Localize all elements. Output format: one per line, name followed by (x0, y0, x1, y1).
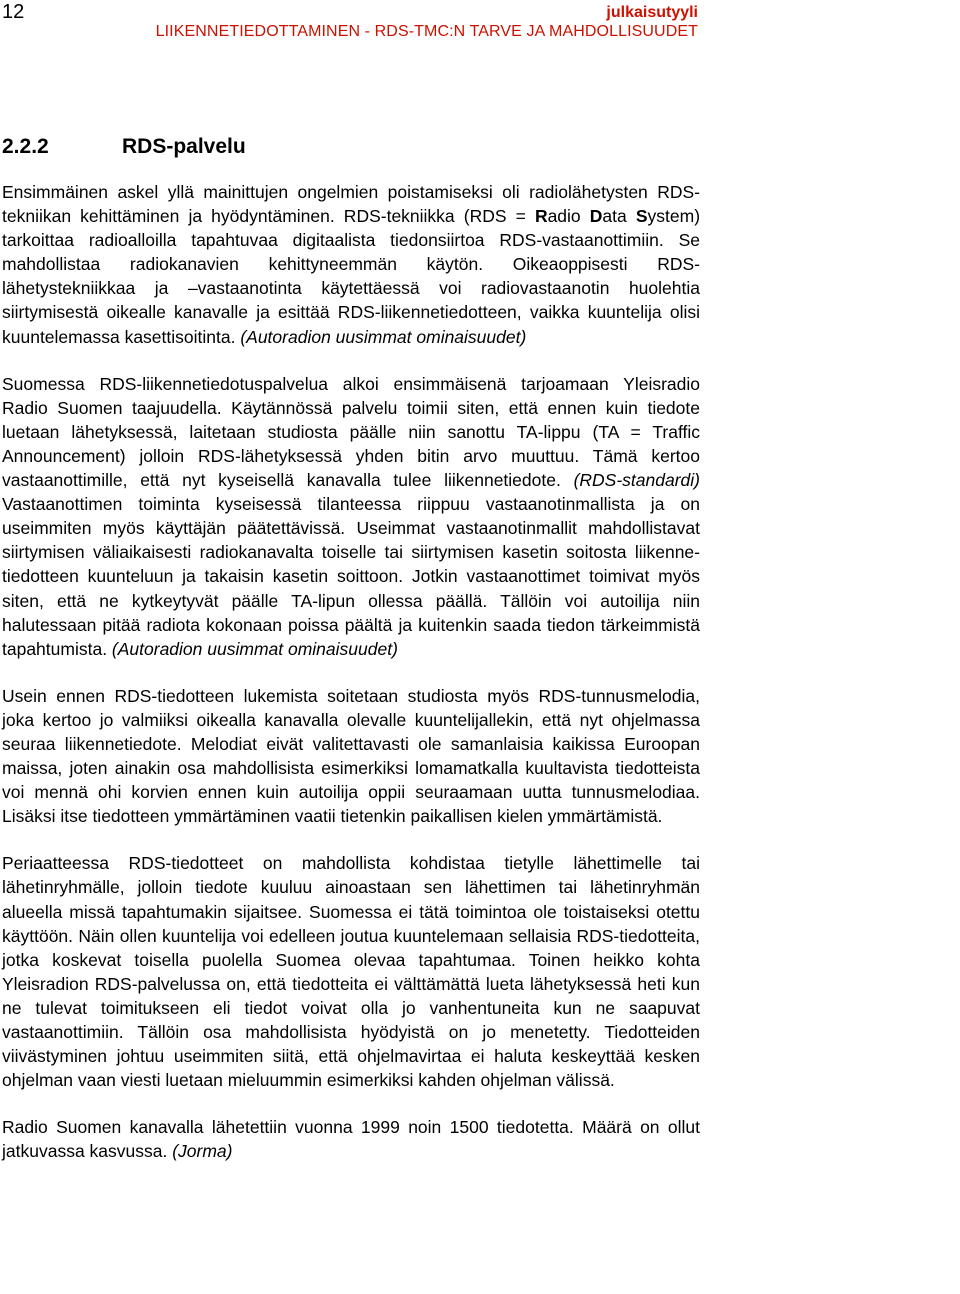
paragraph-text: Vastaanottimen toiminta kyseisessä tilanteessa riippuu vastaanotinmallista ja on useimmiten myös käyttäjän päätettävissä. Useimmat vastaanotinmallit mahdollistavat siirtymisen väliaikaisesti radiokanavalta toiselle tai siirtymisen kasetin soitosta liikennetiedotteen kuunteluun ja takaisin kasetin soittoon. Jotkin vastaanottimet toimivat myös siten, että ne kytkeytyvät päälle TA-lipun ollessa päällä. Tällöin voi autoilija niin halutessaan pitää radiota kokonaan poissa päältä ja kuitenkin saada tiedon tärkeimmistä tapahtumista. (2, 494, 700, 659)
paragraph-text: Ensimmäinen askel yllä mainittujen ongelmien poistamiseksi oli radiolähetysten RDS-tekniikan kehittäminen ja hyödyntäminen. RDS-tekniikka (RDS = (2, 182, 700, 227)
paragraph-rds-intro (2, 180, 700, 349)
section-title: RDS-palvelu (122, 135, 246, 158)
paragraph-text: Radio Suomen kanavalla lähetettiin vuonna 1999 noin 1500 tiedotetta. Määrä on ollut jatkuvassa kasvussa. (2, 1117, 700, 1162)
body-text (2, 180, 700, 1186)
paragraph-rds-finland (2, 372, 700, 661)
paragraph-text: Periaatteessa RDS-tiedotteet on mahdollista kohdistaa tietylle lähettimelle tai lähetinryhmälle, jolloin tiedote kuuluu ainoastaan sen lähettimen tai lähetinryhmän alueella missä tapahtumakin sijaitsee. Suomessa ei tätä toimintoa ole toistaiseksi otettu käyttöön. Näin ollen kuuntelija voi edelleen joutua kuuntelemaan sellaisia RDS-tiedotteita, jotka koskevat toisella puolella Suomea olevaa tapahtumaa. Toinen heikko kohta Yleisradion RDS-palvelussa on, että tiedotteita ei välttämättä lueta lähetyksessä heti kun ne tulevat toimitukseen eli tiedot voivat olla jo vanhentuneita kun ne saapuvat vastaanottimiin. Tällöin osa mahdollisista hyödyistä on jo menetetty. Tiedotteiden viivästyminen johtuu useimmiten siitä, että ohjelmavirtaa ei haluta keskeyttää kesken ohjelman vaan viesti luetaan mieluummin esimerkiksi kahden ohjelman välissä. (2, 853, 700, 1091)
citation: (Autoradion uusimmat ominaisuudet) (111, 638, 398, 659)
page-number: 12 (2, 1, 25, 23)
acronym-letter-r: R (534, 206, 548, 227)
paragraph-rds-melody (2, 684, 700, 829)
paragraph-text: Usein ennen RDS-tiedotteen lukemista soitetaan studiosta myös RDS-tunnusmelodia, joka kertoo jo valmiiksi oikealla kanavalla olevalle kuuntelijallekin, että nyt ohjelmassa seuraa liikennetiedote. Melodiat eivät valitettavasti ole samanlaisia kaikissa Euroopan maissa, joten ainakin osa mahdollisista esimerkiksi lomamatkalla kuultavista tiedotteista voi mennä ohi korvien ennen kuin autoilija oppii seuraamaan uutta tunnusmelodiaa. Lisäksi itse tiedotteen ymmärtäminen vaatii tietenkin paikallisen kielen ymmärtämistä. (2, 685, 700, 827)
publication-type (606, 2, 698, 24)
paragraph-text: adio (547, 206, 590, 227)
paragraph-text: ystem) tarkoittaa radioalloilla tapahtuvaa digitaalista tiedonsiirtoa RDS-vastaanottimiin. Se mahdollistaa radiokanavien kehittyneemmän käytön. Oikeaoppisesti RDS-lähetystekniikkaa ja –vastaanotinta käytettäessä voi radiovastaanotin huolehtia siirtymisestä oikealle kanavalle ja esittää RDS-liikennetiedotteen, vaikka kuuntelija olisi kuuntelemassa kasettisoitinta. (2, 206, 701, 347)
section-number: 2.2.2 (2, 135, 49, 158)
paragraph-text: ata (602, 206, 636, 227)
page-header (0, 0, 960, 60)
paragraph-rds-targeting (2, 851, 700, 1092)
publication-type-label: julkaisutyyli (606, 4, 698, 21)
document-title: LIIKENNETIEDOTTAMINEN - RDS-TMC:N TARVE JA MAHDOLLISUUDET (155, 23, 698, 40)
citation: (Autoradion uusimmat ominaisuudet) (240, 326, 527, 347)
acronym-letter-s: S (635, 206, 648, 227)
section-heading (2, 133, 246, 161)
citation: (Jorma) (172, 1141, 233, 1162)
paragraph-rds-statistics (2, 1115, 700, 1163)
citation: (RDS-standardi) (573, 470, 700, 491)
acronym-letter-d: D (589, 206, 603, 227)
paragraph-text: Suomessa RDS-liikennetiedotuspalvelua alkoi ensimmäisenä tarjoamaan Yleisradio Radio Suomen taajuudella. Käytännössä palvelu toimii siten, että ennen kuin tiedote luetaan lähetyksessä, laitetaan studiosta päälle niin sanottu TA-lippu (TA = Traffic Announcement) jolloin RDS-lähetyksessä yhden bitin arvo muuttuu. Tämä kertoo vastaanottimille, että nyt kyseisellä kanavalla tulee liikennetiedote. (2, 373, 700, 491)
